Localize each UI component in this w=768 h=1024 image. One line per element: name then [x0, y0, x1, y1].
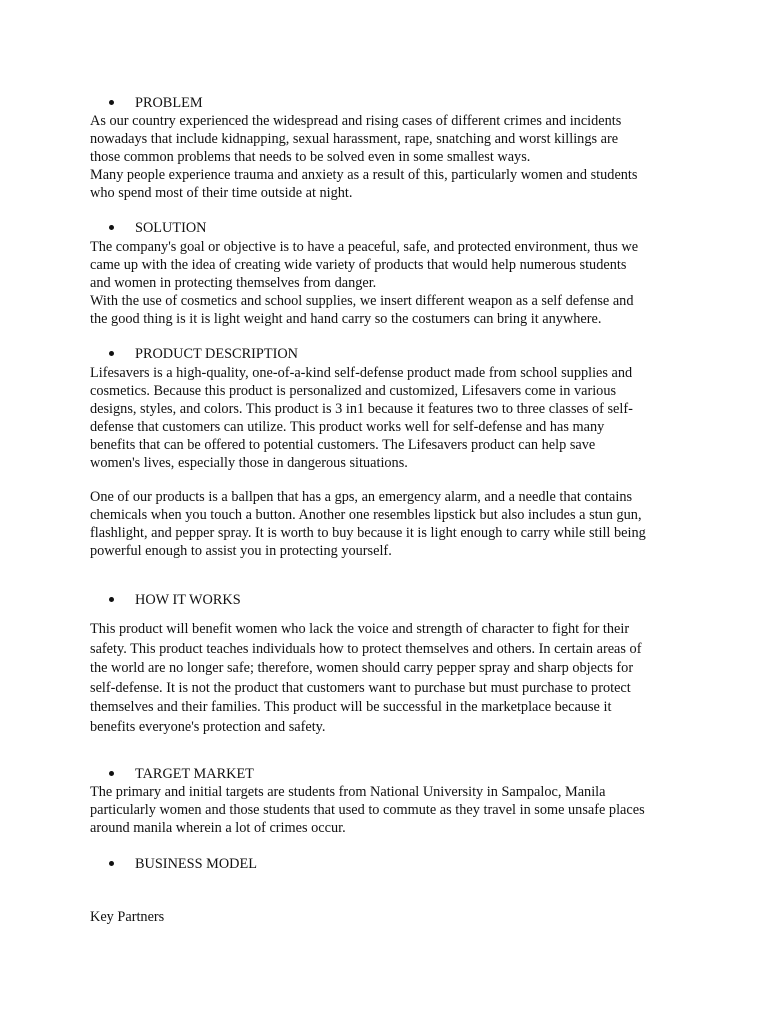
text-line: As our country experienced the widespread and rising cases of different crimes and incidents — [90, 113, 622, 129]
text-line: benefits that can be offered to potential customers. The Lifesavers product can help save — [90, 437, 596, 453]
text-line: powerful enough to assist you in protecting yourself. — [90, 543, 392, 559]
document-page: PROBLEM As our country experienced the widespread and rising cases of different crimes and incidents nowadays that include kidnapping, sexual harassment, rape, snatching and worst killings are those common problems that needs to be solved even in some smallest ways. Many people experience trauma and anxiety as a result of this, particularly women and students who spend most of their time outside at night. SOLUTION The company's goal or objective is to have a peaceful, safe, and protected environment, thus we came up with the idea of creating wide variety of products that would help numerous students and women in protecting themselves from danger. With the use of cosmetics and school supplies, we insert different weapon as a self defense and the good thing is it is light weight and hand carry so the costumers can bring it anywhere. PRODUCT DESCRIPTION Lifesavers is a high-quality, one-of-a-kind self-defense product made from school supplies and cosmetics. Because this product is personalized and customized, Lifesavers come in various designs, styles, and colors. This product is 3 in1 because it features two to three classes of self- defense that customers can utilize. This product works well for self-defense and has many benefits that can be offered to potential customers. The Lifesavers product can help save women's lives, especially those in dangerous situations. One of our products is a ballpen that has a gps, an emergency alarm, and a needle that contains chemicals when you touch a button. Another one resembles lipstick but also includes a stun gun, flashlight, and pepper spray. It is worth to buy because it is light enough to carry while still being powerful enough to assist you in protecting yourself. HOW IT WORKS This product will benefit women who lack the voice and strength of character to fight for their safety. This product teaches individuals how to protect themselves and others. In certain areas of the world are no longer safe; therefore, women should carry pepper spray and sharp objects for self-defense. It is not the product that customers want to purchase but must purchase to protect themselves and their families. This product will be successful in the marketplace because it benefits everyone's protection and safety. TARGET MARKET The primary and initial targets are students from National University in Sampaloc, Manila particularly women and those students that used to commute as they travel in some unsafe places around manila wherein a lot of crimes occur. BUSINESS MODEL Key Partners — [0, 0, 768, 1024]
text-line: women's lives, especially those in dangerous situations. — [90, 455, 408, 471]
text-line: the world are no longer safe; therefore, women should carry pepper spray and sharp objects for — [90, 660, 634, 676]
paragraph-product-examples — [90, 488, 690, 560]
text-line: safety. This product teaches individuals how to protect themselves and others. In certain areas of — [90, 640, 642, 657]
text-line: The company's goal or objective is to have a peaceful, safe, and protected environment, thus we — [90, 239, 639, 255]
text-line: and women in protecting themselves from danger. — [90, 275, 377, 291]
bullet-icon — [109, 771, 114, 776]
bullet-icon — [109, 100, 114, 105]
text-line: The primary and initial targets are students from National University in Sampaloc, Manila — [90, 784, 606, 800]
text-line: designs, styles, and colors. This product is 3 in1 because it features two to three classes of self- — [90, 401, 633, 417]
text-line: particularly women and those students that used to commute as they travel in some unsafe places — [90, 802, 645, 818]
bullet-icon — [109, 351, 114, 356]
text-line: cosmetics. Because this product is personalized and customized, Lifesavers come in various — [90, 383, 617, 399]
text-line: With the use of cosmetics and school supplies, we insert different weapon as a self defense and — [90, 293, 634, 309]
text-line: came up with the idea of creating wide variety of products that would help numerous students — [90, 257, 627, 273]
paragraph-target-market — [90, 783, 690, 837]
text-line: Lifesavers is a high-quality, one-of-a-kind self-defense product made from school supplies and — [90, 365, 633, 381]
text-line: nowadays that include kidnapping, sexual harassment, rape, snatching and worst killings are — [90, 131, 619, 147]
text-line: flashlight, and pepper spray. It is worth to buy because it is light enough to carry while still being — [90, 525, 646, 541]
bullet-icon — [109, 861, 114, 866]
text-line: One of our products is a ballpen that has a gps, an emergency alarm, and a needle that contains — [90, 489, 633, 505]
label-key-partners: Key Partners — [90, 909, 165, 925]
text-line: Many people experience trauma and anxiety as a result of this, particularly women and students — [90, 167, 638, 183]
paragraph-solution — [90, 238, 690, 328]
text-line: self-defense. It is not the product that customers want to purchase but must purchase to protect — [90, 679, 631, 696]
text-line: themselves and their families. This product will be successful in the marketplace because it — [90, 699, 612, 715]
text-line: those common problems that needs to be solved even in some smallest ways. — [90, 149, 531, 165]
text-line: around manila wherein a lot of crimes occur. — [90, 820, 346, 836]
paragraph-problem — [90, 112, 690, 202]
paragraph-product-description — [90, 364, 690, 472]
text-line: the good thing is it is light weight and hand carry so the costumers can bring it anywhere. — [90, 311, 602, 327]
text-line: benefits everyone's protection and safety. — [90, 718, 326, 735]
paragraph-how-it-works — [90, 620, 690, 737]
bullet-icon — [109, 597, 114, 602]
text-line: This product will benefit women who lack the voice and strength of character to fight for their — [90, 621, 630, 637]
text-line: who spend most of their time outside at night. — [90, 185, 353, 201]
text-line: defense that customers can utilize. This product works well for self-defense and has many — [90, 419, 605, 435]
text-line: chemicals when you touch a button. Another one resembles lipstick but also includes a stun gun, — [90, 507, 642, 523]
bullet-icon — [109, 225, 114, 230]
